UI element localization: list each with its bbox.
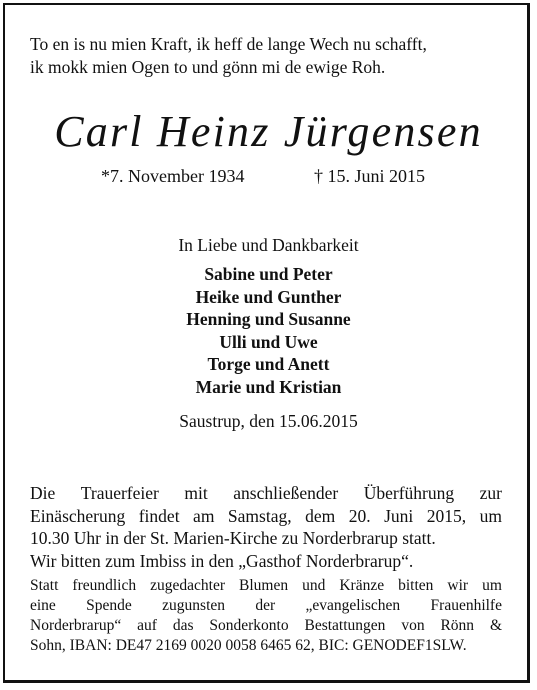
word: Überführung	[363, 483, 455, 503]
mourners-intro: In Liebe und Dankbarkeit	[178, 235, 359, 255]
verse-line-2: ik mokk mien Ogen to und gönn mi de ewige Roh.	[30, 57, 386, 77]
donation-line-4: Sohn, IBAN: DE47 2169 0020 0058 6465 62, BIC: GENODEF1SLW.	[30, 637, 467, 654]
word: Frauenhilfe	[430, 597, 502, 614]
word: zugunsten	[162, 597, 226, 614]
word: Blumen	[239, 577, 289, 594]
donation-note	[30, 576, 502, 656]
memorial-verse	[30, 33, 510, 79]
word: Trauerfeier	[80, 483, 159, 503]
word: Bestattungen	[304, 617, 386, 634]
mourner-name: Henning und Susanne	[186, 309, 351, 330]
word: mit	[184, 483, 208, 503]
verse-line-1: To en is nu mien Kraft, ik heff de lange Wech nu schafft,	[30, 34, 427, 54]
mourners-list	[0, 263, 537, 399]
word: und	[302, 577, 326, 594]
birth-date: *7. November 1934	[101, 166, 245, 186]
donation-line-3	[30, 616, 502, 636]
place-and-date: Saustrup, den 15.06.2015	[179, 411, 358, 431]
word: zur	[479, 483, 502, 503]
word: anschließender	[233, 483, 339, 503]
word: Rönn	[440, 617, 475, 634]
word: freundlich	[72, 577, 137, 594]
word: Norderbrarup“	[30, 617, 122, 634]
word: Samstag,	[227, 505, 292, 526]
donation-line-1	[30, 576, 502, 596]
mourner-name: Heike und Gunther	[195, 286, 342, 307]
mourner-name: Torge und Anett	[207, 354, 330, 375]
word: am	[193, 505, 215, 526]
donation-line-2	[30, 596, 502, 616]
word: zugedachter	[150, 577, 225, 594]
word: „evangelischen	[305, 597, 401, 614]
word: &	[489, 617, 502, 634]
word: eine	[30, 597, 56, 614]
word: von	[401, 617, 425, 634]
funeral-details	[30, 482, 502, 572]
word: dem	[305, 505, 336, 526]
word: um	[482, 577, 502, 594]
mourner-name: Sabine und Peter	[204, 264, 333, 284]
word: wir	[447, 577, 469, 594]
word: Die	[30, 483, 56, 503]
word: Einäscherung	[30, 505, 126, 526]
word: Spende	[86, 597, 132, 614]
word: Kränze	[339, 577, 385, 594]
word: findet	[138, 505, 180, 526]
mourner-name: Ulli und Uwe	[219, 331, 318, 352]
deceased-name: Carl Heinz Jürgensen	[54, 107, 483, 156]
word: 2015,	[426, 505, 467, 526]
word: um	[479, 505, 502, 526]
funeral-line-3: 10.30 Uhr in der St. Marien-Kirche zu Norderbrarup statt.	[30, 528, 436, 548]
word: 20.	[348, 505, 371, 526]
mourner-name: Marie und Kristian	[195, 376, 342, 397]
word: bitten	[398, 577, 434, 594]
word: Sonderkonto	[209, 617, 289, 634]
funeral-line-4: Wir bitten zum Imbiss in den „Gasthof Norderbrarup“.	[30, 550, 414, 571]
funeral-line-1	[30, 482, 502, 505]
word: das	[172, 617, 194, 634]
word: Juni	[384, 505, 414, 526]
death-date: † 15. Juni 2015	[314, 166, 426, 186]
word: auf	[137, 617, 157, 634]
funeral-line-2	[30, 505, 502, 528]
word: der	[255, 597, 276, 614]
word: Statt	[30, 577, 59, 594]
